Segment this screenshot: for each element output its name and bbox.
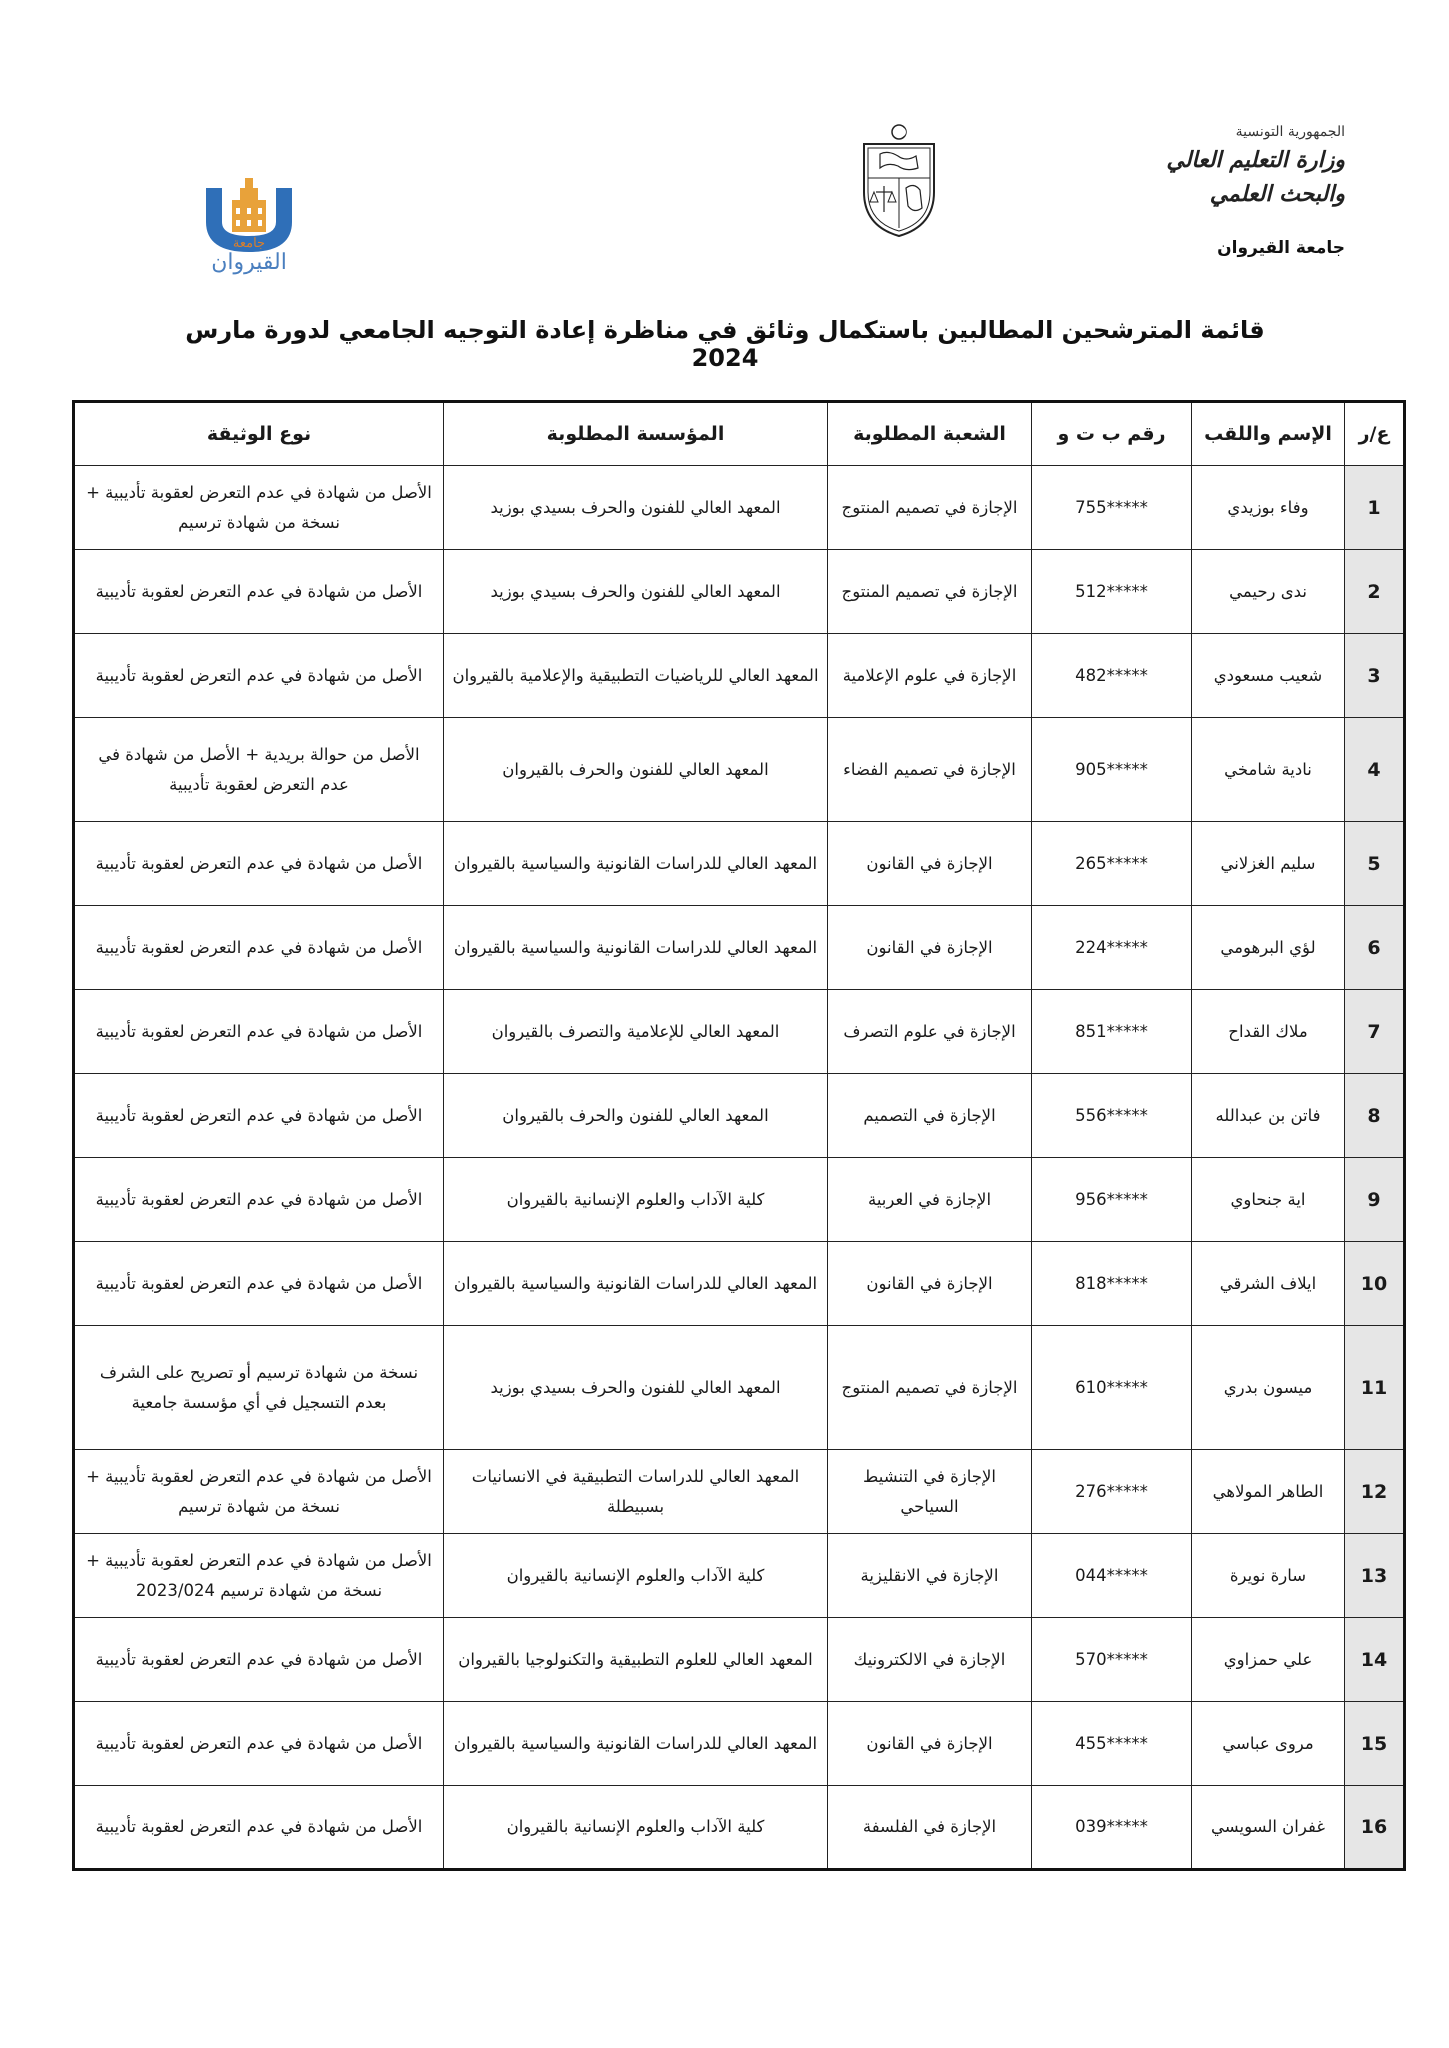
row-institution: المعهد العالي للدراسات التطبيقية في الانسانيات بسبيطلة [444,1450,828,1534]
row-number: 3 [1345,634,1405,718]
logo-label-line2: القيروان [211,250,287,275]
header-number: ع/ر [1345,402,1405,466]
logo-label-line1: جامعة [232,236,266,251]
university-name: جامعة القيروان [1217,238,1345,258]
row-number: 14 [1345,1618,1405,1702]
row-number: 5 [1345,822,1405,906]
row-id: 039***** [1032,1786,1192,1870]
row-institution: المعهد العالي للفنون والحرف بسيدي بوزيد [444,466,828,550]
table-row [74,1242,1405,1326]
table-row [74,990,1405,1074]
row-branch: الإجازة في التصميم [828,1074,1032,1158]
row-document: نسخة من شهادة ترسيم أو تصريح على الشرف بعدم التسجيل في أي مؤسسة جامعية [74,1326,444,1450]
header-document: نوع الوثيقة [74,402,444,466]
row-number: 8 [1345,1074,1405,1158]
candidates-table [72,400,1406,1871]
row-branch: الإجازة في الفلسفة [828,1786,1032,1870]
row-document: الأصل من شهادة في عدم التعرض لعقوبة تأديبية [74,1786,444,1870]
row-id: 755***** [1032,466,1192,550]
row-document: الأصل من شهادة في عدم التعرض لعقوبة تأديبية [74,1074,444,1158]
row-branch: الإجازة في الانقليزية [828,1534,1032,1618]
row-id: 610***** [1032,1326,1192,1450]
row-institution: المعهد العالي للعلوم التطبيقية والتكنولوجيا بالقيروان [444,1618,828,1702]
row-number: 13 [1345,1534,1405,1618]
row-institution: كلية الآداب والعلوم الإنسانية بالقيروان [444,1786,828,1870]
row-number: 4 [1345,718,1405,822]
row-name: الطاهر المولاهي [1192,1450,1345,1534]
table-row [74,1534,1405,1618]
university-logo-label [184,236,314,275]
row-institution: المعهد العالي للفنون والحرف بالقيروان [444,718,828,822]
row-number: 2 [1345,550,1405,634]
row-id: 044***** [1032,1534,1192,1618]
row-document: الأصل من شهادة في عدم التعرض لعقوبة تأديبية [74,634,444,718]
row-branch: الإجازة في علوم التصرف [828,990,1032,1074]
row-number: 15 [1345,1702,1405,1786]
row-branch: الإجازة في التنشيط السياحي [828,1450,1032,1534]
row-branch: الإجازة في علوم الإعلامية [828,634,1032,718]
row-institution: المعهد العالي للدراسات القانونية والسياسية بالقيروان [444,1702,828,1786]
row-name: وفاء بوزيدي [1192,466,1345,550]
table-row [74,1702,1405,1786]
row-document: الأصل من شهادة في عدم التعرض لعقوبة تأديبية + نسخة من شهادة ترسيم 2023/024 [74,1534,444,1618]
table-row [74,550,1405,634]
row-name: فاتن بن عبدالله [1192,1074,1345,1158]
row-institution: المعهد العالي للدراسات القانونية والسياسية بالقيروان [444,906,828,990]
row-name: ايلاف الشرقي [1192,1242,1345,1326]
row-name: مروى عباسي [1192,1702,1345,1786]
ministry-header [1145,124,1345,258]
header-name: الإسم واللقب [1192,402,1345,466]
row-institution: كلية الآداب والعلوم الإنسانية بالقيروان [444,1534,828,1618]
row-name: غفران السويسي [1192,1786,1345,1870]
row-name: ميسون بدري [1192,1326,1345,1450]
row-branch: الإجازة في القانون [828,906,1032,990]
header-institution: المؤسسة المطلوبة [444,402,828,466]
row-number: 1 [1345,466,1405,550]
table-row [74,1618,1405,1702]
row-number: 11 [1345,1326,1405,1450]
table-row [74,1326,1405,1450]
table-row [74,1158,1405,1242]
table-row [74,1450,1405,1534]
row-id: 570***** [1032,1618,1192,1702]
row-institution: المعهد العالي للرياضيات التطبيقية والإعلامية بالقيروان [444,634,828,718]
table-row [74,822,1405,906]
row-name: لؤي البرهومي [1192,906,1345,990]
row-name: اية جنحاوي [1192,1158,1345,1242]
table-row [74,1786,1405,1870]
row-id: 265***** [1032,822,1192,906]
table-row [74,1074,1405,1158]
row-id: 556***** [1032,1074,1192,1158]
row-name: سارة نويرة [1192,1534,1345,1618]
row-document: الأصل من شهادة في عدم التعرض لعقوبة تأديبية [74,906,444,990]
ministry-name-line1: وزارة التعليم العالي [1166,147,1345,173]
row-number: 16 [1345,1786,1405,1870]
row-id: 956***** [1032,1158,1192,1242]
table-row [74,718,1405,822]
row-name: ندى رحيمي [1192,550,1345,634]
row-document: الأصل من شهادة في عدم التعرض لعقوبة تأديبية + نسخة من شهادة ترسيم [74,1450,444,1534]
coat-of-arms-icon [858,122,940,240]
table-row [74,634,1405,718]
row-branch: الإجازة في الالكترونيك [828,1618,1032,1702]
row-branch: الإجازة في تصميم المنتوج [828,466,1032,550]
row-institution: كلية الآداب والعلوم الإنسانية بالقيروان [444,1158,828,1242]
row-document: الأصل من شهادة في عدم التعرض لعقوبة تأديبية [74,990,444,1074]
row-name: علي حمزاوي [1192,1618,1345,1702]
row-number: 6 [1345,906,1405,990]
table-row [74,906,1405,990]
table-header-row [74,402,1405,466]
row-name: شعيب مسعودي [1192,634,1345,718]
row-number: 12 [1345,1450,1405,1534]
row-institution: المعهد العالي للإعلامية والتصرف بالقيروان [444,990,828,1074]
row-institution: المعهد العالي للفنون والحرف بسيدي بوزيد [444,550,828,634]
row-id: 851***** [1032,990,1192,1074]
row-institution: المعهد العالي للفنون والحرف بسيدي بوزيد [444,1326,828,1450]
row-document: الأصل من شهادة في عدم التعرض لعقوبة تأديبية [74,1242,444,1326]
row-number: 7 [1345,990,1405,1074]
row-document: الأصل من حوالة بريدية + الأصل من شهادة في عدم التعرض لعقوبة تأديبية [74,718,444,822]
row-branch: الإجازة في تصميم الفضاء [828,718,1032,822]
row-branch: الإجازة في العربية [828,1158,1032,1242]
row-id: 482***** [1032,634,1192,718]
row-document: الأصل من شهادة في عدم التعرض لعقوبة تأديبية + نسخة من شهادة ترسيم [74,466,444,550]
header-branch: الشعبة المطلوبة [828,402,1032,466]
row-document: الأصل من شهادة في عدم التعرض لعقوبة تأديبية [74,550,444,634]
header-id: رقم ب ت و [1032,402,1192,466]
row-branch: الإجازة في القانون [828,1702,1032,1786]
row-branch: الإجازة في تصميم المنتوج [828,550,1032,634]
row-id: 512***** [1032,550,1192,634]
row-name: نادية شامخي [1192,718,1345,822]
row-branch: الإجازة في القانون [828,822,1032,906]
row-name: سليم الغزلاني [1192,822,1345,906]
row-institution: المعهد العالي للدراسات القانونية والسياسية بالقيروان [444,1242,828,1326]
row-id: 455***** [1032,1702,1192,1786]
row-document: الأصل من شهادة في عدم التعرض لعقوبة تأديبية [74,1702,444,1786]
row-branch: الإجازة في تصميم المنتوج [828,1326,1032,1450]
table-body [74,466,1405,1870]
row-id: 276***** [1032,1450,1192,1534]
row-institution: المعهد العالي للفنون والحرف بالقيروان [444,1074,828,1158]
row-branch: الإجازة في القانون [828,1242,1032,1326]
row-id: 818***** [1032,1242,1192,1326]
row-name: ملاك القداح [1192,990,1345,1074]
row-id: 905***** [1032,718,1192,822]
row-id: 224***** [1032,906,1192,990]
row-document: الأصل من شهادة في عدم التعرض لعقوبة تأديبية [74,822,444,906]
republic-name: الجمهورية التونسية [1235,124,1345,140]
ministry-name-line2: والبحث العلمي [1209,181,1345,207]
row-number: 10 [1345,1242,1405,1326]
table-row [74,466,1405,550]
row-number: 9 [1345,1158,1405,1242]
row-institution: المعهد العالي للدراسات القانونية والسياسية بالقيروان [444,822,828,906]
row-document: الأصل من شهادة في عدم التعرض لعقوبة تأديبية [74,1618,444,1702]
row-document: الأصل من شهادة في عدم التعرض لعقوبة تأديبية [74,1158,444,1242]
document-title: قائمة المترشحين المطالبين باستكمال وثائق في مناظرة إعادة التوجيه الجامعي لدورة مارس 2024 [185,316,1265,372]
